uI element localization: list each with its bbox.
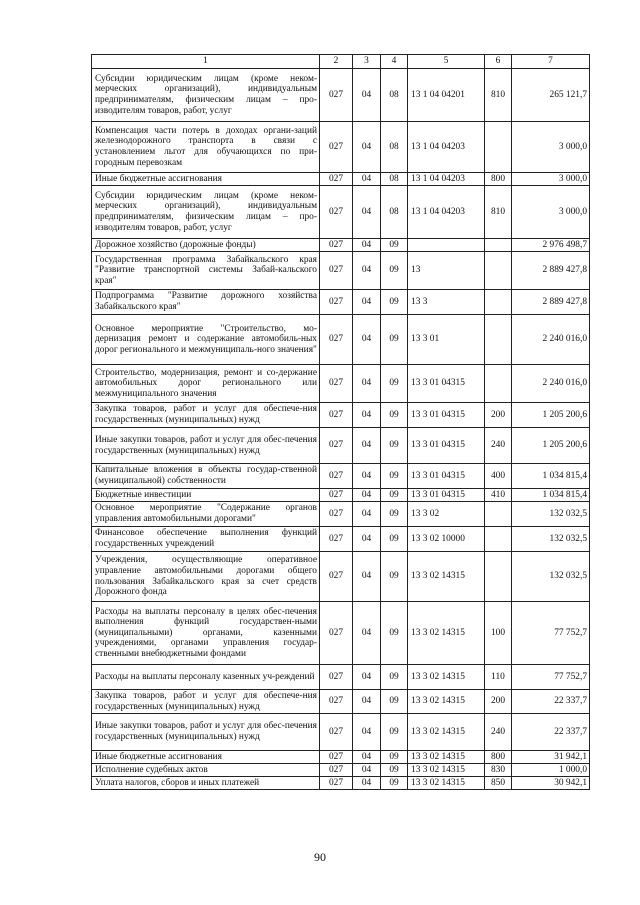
code-section: 04 — [353, 403, 381, 428]
code-section: 04 — [353, 69, 381, 122]
code-target — [408, 239, 485, 252]
code-admin: 027 — [320, 239, 353, 252]
row-name: Иные бюджетные ассигнования — [92, 173, 320, 186]
code-expense-type: 810 — [485, 69, 512, 122]
amount: 1 000,0 — [512, 764, 590, 777]
code-subsection: 09 — [381, 403, 408, 428]
row-name: Иные закупки товаров, работ и услуг для обес-печения государственных (муниципальных) нужд — [92, 714, 320, 751]
table-row — [92, 764, 590, 777]
code-subsection: 09 — [381, 690, 408, 714]
code-expense-type — [485, 239, 512, 252]
code-expense-type: 110 — [485, 665, 512, 690]
code-expense-type — [485, 290, 512, 315]
code-target: 13 1 04 04203 — [408, 186, 485, 239]
code-expense-type: 200 — [485, 403, 512, 428]
code-subsection: 08 — [381, 122, 408, 173]
budget-table — [91, 54, 590, 790]
code-admin: 027 — [320, 502, 353, 527]
code-expense-type — [485, 365, 512, 403]
row-name: Дорожное хозяйство (дорожные фонды) — [92, 239, 320, 252]
code-subsection: 09 — [381, 777, 408, 790]
amount: 132 032,5 — [512, 527, 590, 552]
code-target: 13 — [408, 252, 485, 290]
amount: 1 034 815,4 — [512, 489, 590, 502]
code-admin: 027 — [320, 428, 353, 464]
row-name: Закупка товаров, работ и услуг для обеспече-ния государственных (муниципальных) нужд — [92, 403, 320, 428]
code-subsection: 09 — [381, 252, 408, 290]
amount: 2 240 016,0 — [512, 365, 590, 403]
header-cell: 6 — [485, 55, 512, 69]
code-admin: 027 — [320, 403, 353, 428]
code-admin: 027 — [320, 365, 353, 403]
row-name: Строительство, модернизация, ремонт и со-держание автомобильных дорог регионального или межмуниципального значения — [92, 365, 320, 403]
code-admin: 027 — [320, 173, 353, 186]
code-target: 13 3 02 14315 — [408, 777, 485, 790]
amount: 22 337,7 — [512, 690, 590, 714]
code-expense-type: 850 — [485, 777, 512, 790]
row-name: Субсидии юридическим лицам (кроме неком-мерческих организаций), индивидуальным предпринимателям, физическим лицам – про-изводителям товаров, работ, услуг — [92, 186, 320, 239]
row-name: Иные закупки товаров, работ и услуг для обес-печения государственных (муниципальных) нужд — [92, 428, 320, 464]
row-name: Подпрограмма "Развитие дорожного хозяйства Забайкальского края" — [92, 290, 320, 315]
code-subsection: 09 — [381, 502, 408, 527]
code-expense-type — [485, 315, 512, 365]
row-name: Субсидии юридическим лицам (кроме неком-мерческих организаций), индивидуальным предпринимателям, физическим лицам – про-изводителям товаров, работ, услуг — [92, 69, 320, 122]
row-name: Основное мероприятие "Строительство, мо-дернизация ремонт и содержание автомобиль-ных дорог регионального и межмуниципаль-ного значения" — [92, 315, 320, 365]
code-target: 13 1 04 04201 — [408, 69, 485, 122]
code-admin: 027 — [320, 777, 353, 790]
table-row — [92, 428, 590, 464]
header-cell: 1 — [92, 55, 320, 69]
row-name: Расходы на выплаты персоналу казенных уч-реждений — [92, 665, 320, 690]
code-target: 13 3 02 14315 — [408, 751, 485, 764]
amount: 2 889 427,8 — [512, 252, 590, 290]
table-row — [92, 690, 590, 714]
code-target: 13 3 01 04315 — [408, 365, 485, 403]
row-name: Капитальные вложения в объекты государ-ственной (муниципальной) собственности — [92, 464, 320, 489]
code-admin: 027 — [320, 552, 353, 602]
code-target: 13 3 02 14315 — [408, 764, 485, 777]
code-subsection: 09 — [381, 428, 408, 464]
code-expense-type — [485, 552, 512, 602]
row-name: Расходы на выплаты персоналу в целях обес-печения выполнения функций государствен-ными (муниципальными) органами, казенными учреждениями, органами управления государ-ственными внебюджетными фондами — [92, 602, 320, 665]
amount: 3 000,0 — [512, 122, 590, 173]
code-target: 13 3 01 04315 — [408, 489, 485, 502]
code-section: 04 — [353, 365, 381, 403]
amount: 132 032,5 — [512, 552, 590, 602]
page-number: 90 — [314, 850, 326, 864]
header-cell: 5 — [408, 55, 485, 69]
amount: 77 752,7 — [512, 602, 590, 665]
code-subsection: 09 — [381, 315, 408, 365]
code-section: 04 — [353, 315, 381, 365]
code-target: 13 3 — [408, 290, 485, 315]
code-admin: 027 — [320, 315, 353, 365]
amount: 1 205 200,6 — [512, 403, 590, 428]
code-target: 13 3 02 14315 — [408, 665, 485, 690]
table-row — [92, 665, 590, 690]
code-subsection: 09 — [381, 489, 408, 502]
code-expense-type: 810 — [485, 186, 512, 239]
code-section: 04 — [353, 690, 381, 714]
code-expense-type: 240 — [485, 714, 512, 751]
table-row — [92, 751, 590, 764]
table-row — [92, 403, 590, 428]
table-row — [92, 315, 590, 365]
code-section: 04 — [353, 777, 381, 790]
code-target: 13 3 02 10000 — [408, 527, 485, 552]
amount: 1 205 200,6 — [512, 428, 590, 464]
code-subsection: 08 — [381, 186, 408, 239]
amount: 30 942,1 — [512, 777, 590, 790]
amount: 1 034 815,4 — [512, 464, 590, 489]
code-section: 04 — [353, 186, 381, 239]
code-subsection: 09 — [381, 665, 408, 690]
amount: 77 752,7 — [512, 665, 590, 690]
code-expense-type: 800 — [485, 173, 512, 186]
code-subsection: 09 — [381, 464, 408, 489]
code-target: 13 3 01 04315 — [408, 464, 485, 489]
code-target: 13 3 02 14315 — [408, 714, 485, 751]
code-subsection: 09 — [381, 239, 408, 252]
code-target: 13 3 01 04315 — [408, 428, 485, 464]
amount: 3 000,0 — [512, 173, 590, 186]
table-row — [92, 464, 590, 489]
header-cell: 3 — [353, 55, 381, 69]
code-expense-type: 410 — [485, 489, 512, 502]
code-admin: 027 — [320, 69, 353, 122]
header-cell: 7 — [512, 55, 590, 69]
code-expense-type: 830 — [485, 764, 512, 777]
code-expense-type: 400 — [485, 464, 512, 489]
table-row — [92, 290, 590, 315]
amount: 265 121,7 — [512, 69, 590, 122]
code-admin: 027 — [320, 751, 353, 764]
table-row — [92, 489, 590, 502]
code-section: 04 — [353, 751, 381, 764]
code-section: 04 — [353, 173, 381, 186]
code-expense-type — [485, 527, 512, 552]
code-section: 04 — [353, 252, 381, 290]
code-section: 04 — [353, 489, 381, 502]
table-row — [92, 69, 590, 122]
code-admin: 027 — [320, 489, 353, 502]
row-name: Иные бюджетные ассигнования — [92, 751, 320, 764]
code-section: 04 — [353, 428, 381, 464]
row-name: Уплата налогов, сборов и иных платежей — [92, 777, 320, 790]
code-section: 04 — [353, 122, 381, 173]
code-expense-type — [485, 252, 512, 290]
code-subsection: 09 — [381, 552, 408, 602]
code-subsection: 09 — [381, 290, 408, 315]
table-row — [92, 186, 590, 239]
amount: 2 240 016,0 — [512, 315, 590, 365]
code-admin: 027 — [320, 665, 353, 690]
code-admin: 027 — [320, 602, 353, 665]
code-expense-type — [485, 122, 512, 173]
table-row — [92, 365, 590, 403]
amount: 2 889 427,8 — [512, 290, 590, 315]
table-row — [92, 173, 590, 186]
code-section: 04 — [353, 290, 381, 315]
code-expense-type — [485, 502, 512, 527]
code-subsection: 09 — [381, 751, 408, 764]
code-target: 13 3 02 — [408, 502, 485, 527]
code-admin: 027 — [320, 690, 353, 714]
code-target: 13 3 02 14315 — [408, 552, 485, 602]
code-section: 04 — [353, 665, 381, 690]
header-row — [92, 55, 590, 69]
table-row — [92, 239, 590, 252]
row-name: Финансовое обеспечение выполнения функций государственных учреждений — [92, 527, 320, 552]
code-target: 13 1 04 04203 — [408, 122, 485, 173]
code-expense-type: 800 — [485, 751, 512, 764]
amount: 3 000,0 — [512, 186, 590, 239]
row-name: Основное мероприятие "Содержание органов управления автомобильными дорогами" — [92, 502, 320, 527]
table-row — [92, 777, 590, 790]
code-subsection: 09 — [381, 365, 408, 403]
row-name: Бюджетные инвестиции — [92, 489, 320, 502]
code-subsection: 09 — [381, 764, 408, 777]
header-cell: 4 — [381, 55, 408, 69]
amount: 2 976 498,7 — [512, 239, 590, 252]
code-subsection: 09 — [381, 527, 408, 552]
table-row — [92, 502, 590, 527]
table-row — [92, 527, 590, 552]
code-admin: 027 — [320, 714, 353, 751]
amount: 132 032,5 — [512, 502, 590, 527]
code-section: 04 — [353, 502, 381, 527]
amount: 31 942,1 — [512, 751, 590, 764]
code-subsection: 08 — [381, 173, 408, 186]
code-subsection: 09 — [381, 714, 408, 751]
code-target: 13 3 01 — [408, 315, 485, 365]
code-section: 04 — [353, 552, 381, 602]
code-target: 13 3 01 04315 — [408, 403, 485, 428]
row-name: Государственная программа Забайкальского края "Развитие транспортной системы Забай-кальского края" — [92, 252, 320, 290]
code-expense-type: 240 — [485, 428, 512, 464]
code-section: 04 — [353, 527, 381, 552]
code-admin: 027 — [320, 186, 353, 239]
code-subsection: 08 — [381, 69, 408, 122]
table-row — [92, 252, 590, 290]
code-expense-type: 200 — [485, 690, 512, 714]
code-section: 04 — [353, 764, 381, 777]
row-name: Учреждения, осуществляющие оперативное управление автомобильными дорогами общего пользования Забайкальского края за счет средств Дорожного фонда — [92, 552, 320, 602]
code-admin: 027 — [320, 527, 353, 552]
code-expense-type: 100 — [485, 602, 512, 665]
code-section: 04 — [353, 239, 381, 252]
code-section: 04 — [353, 714, 381, 751]
row-name: Исполнение судебных актов — [92, 764, 320, 777]
code-target: 13 3 02 14315 — [408, 602, 485, 665]
code-subsection: 09 — [381, 602, 408, 665]
amount: 22 337,7 — [512, 714, 590, 751]
code-admin: 027 — [320, 290, 353, 315]
code-admin: 027 — [320, 122, 353, 173]
code-section: 04 — [353, 464, 381, 489]
row-name: Компенсация части потерь в доходах органи-заций железнодорожного транспорта в связи с установлением льгот для обучающихся по при-городным перевозкам — [92, 122, 320, 173]
code-target: 13 1 04 04203 — [408, 173, 485, 186]
code-admin: 027 — [320, 252, 353, 290]
table-row — [92, 122, 590, 173]
table-row — [92, 602, 590, 665]
table-row — [92, 552, 590, 602]
code-section: 04 — [353, 602, 381, 665]
code-target: 13 3 02 14315 — [408, 690, 485, 714]
header-cell: 2 — [320, 55, 353, 69]
table-row — [92, 714, 590, 751]
code-admin: 027 — [320, 764, 353, 777]
code-admin: 027 — [320, 464, 353, 489]
row-name: Закупка товаров, работ и услуг для обеспече-ния государственных (муниципальных) нужд — [92, 690, 320, 714]
